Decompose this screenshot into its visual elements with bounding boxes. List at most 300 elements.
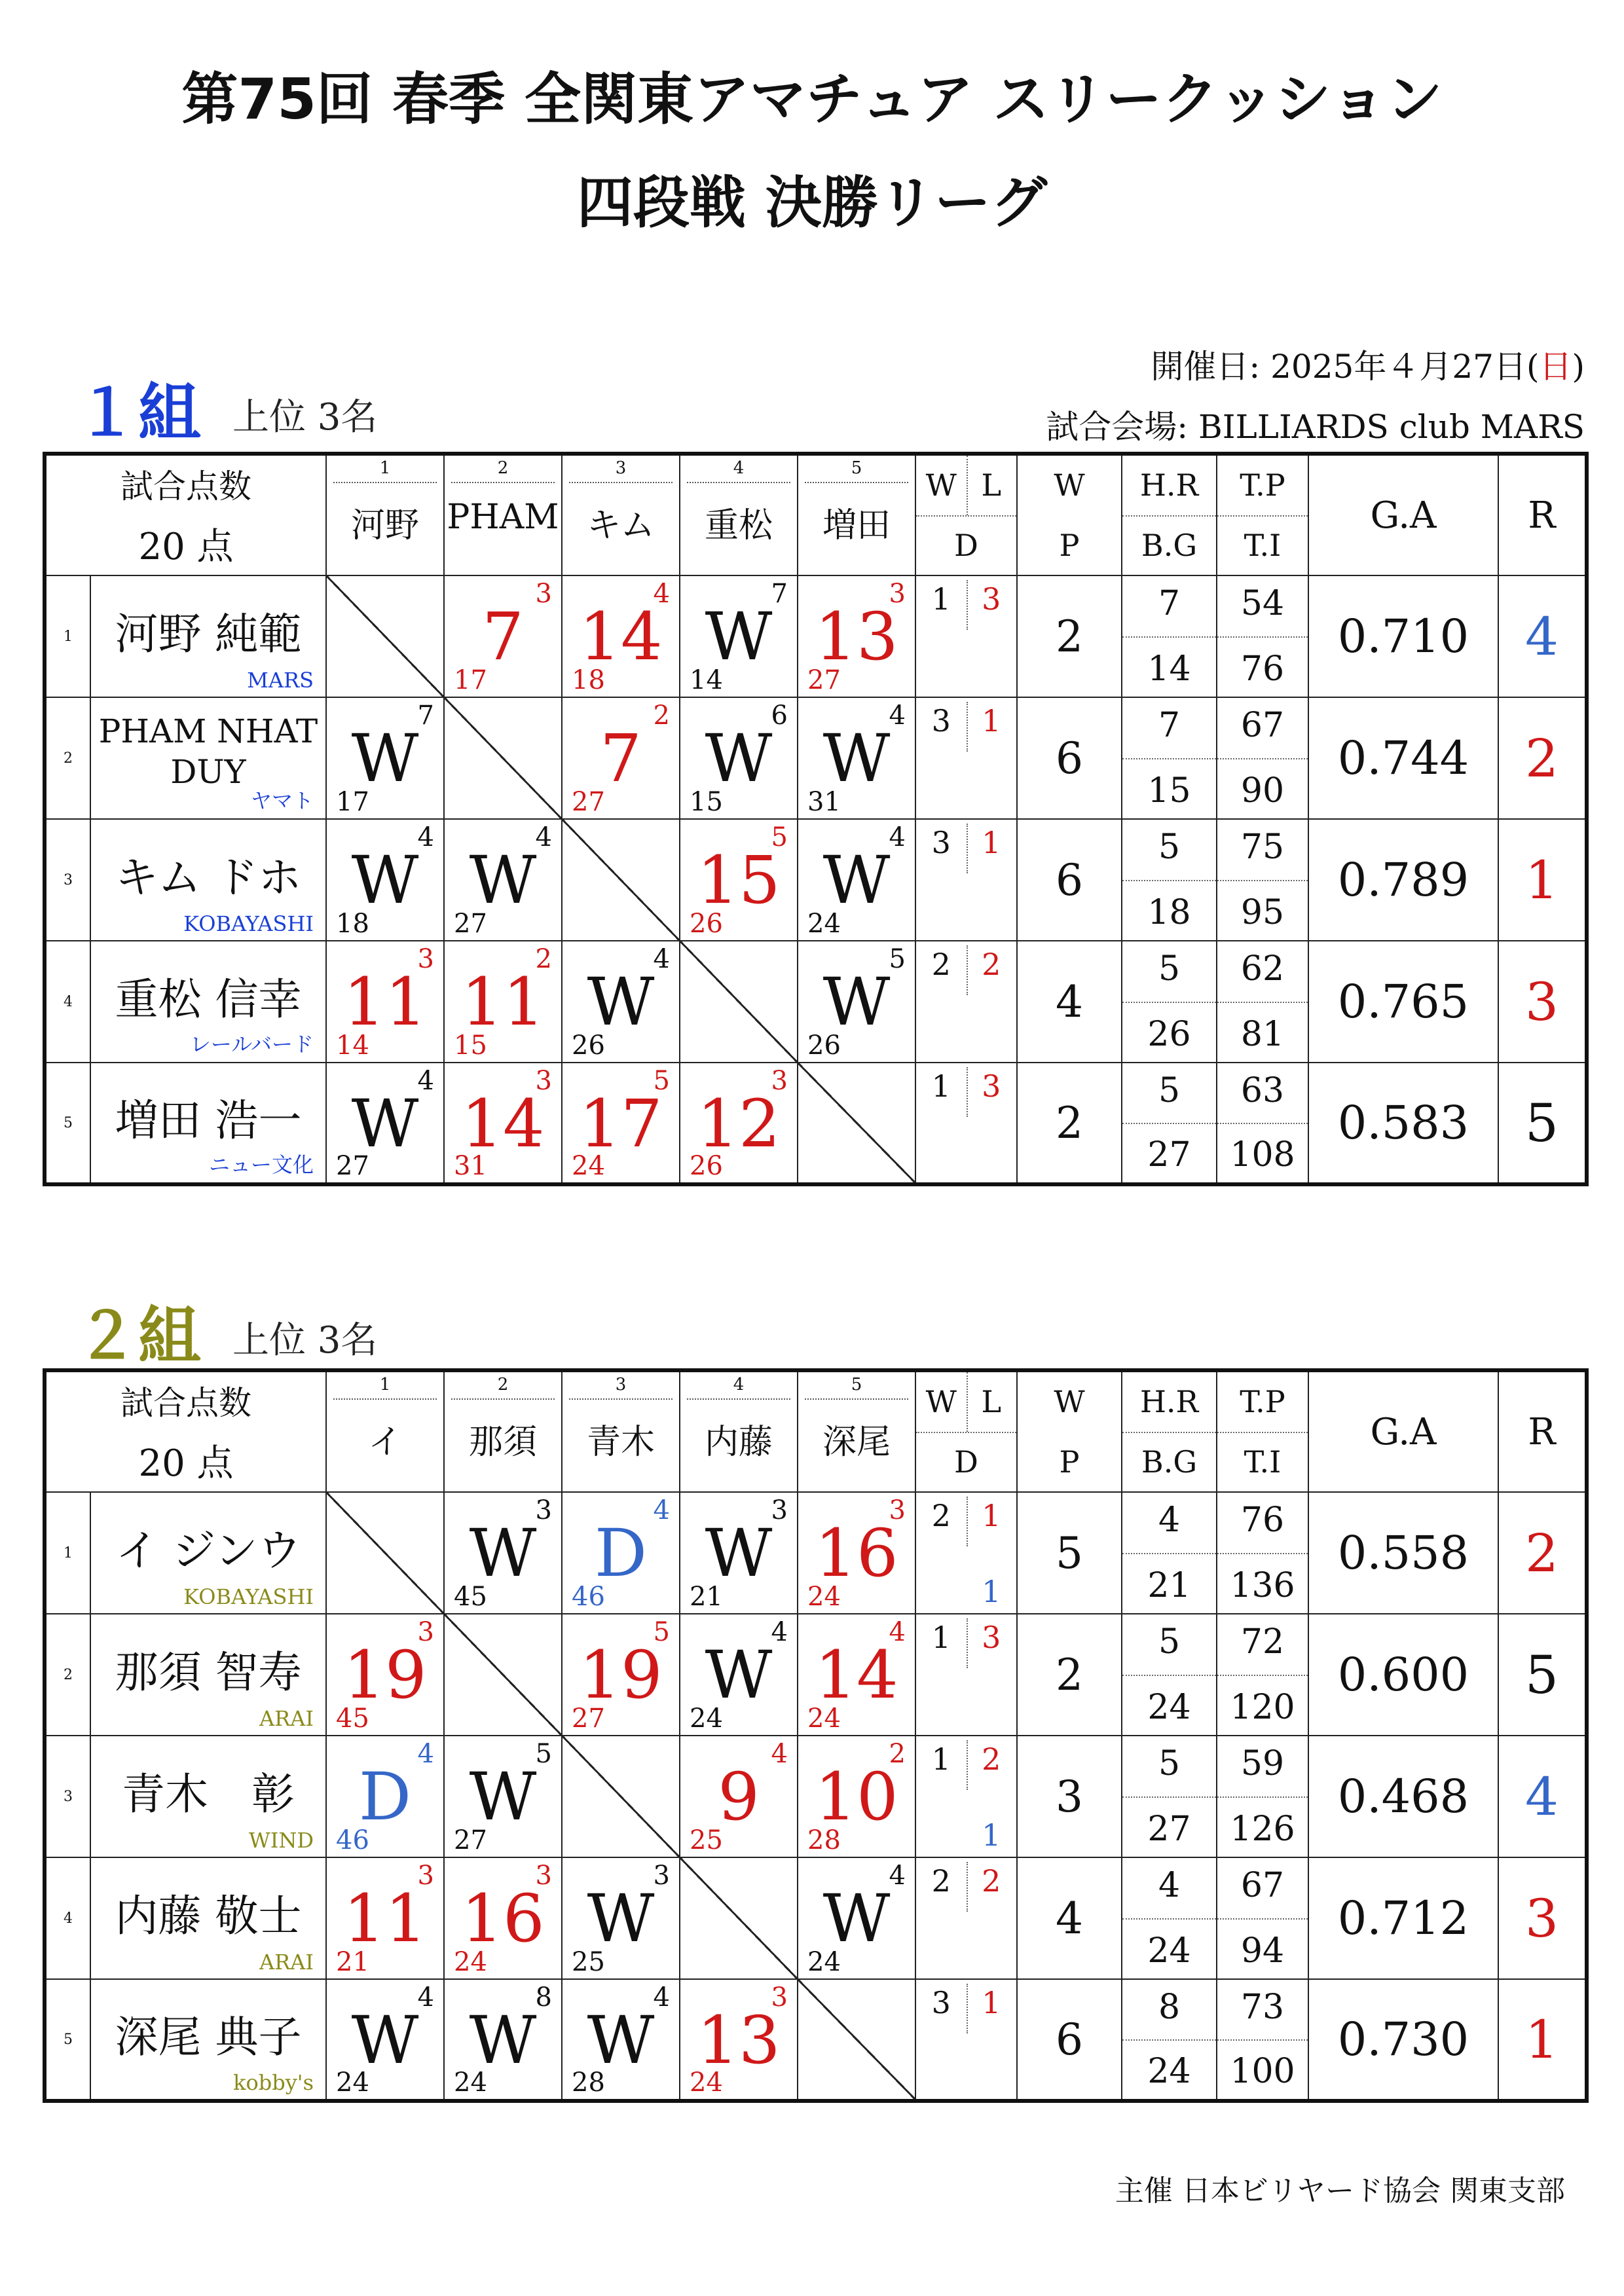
column-name: キム <box>587 506 655 545</box>
ga-header: G.A <box>1308 1370 1498 1492</box>
column-divider <box>805 482 908 483</box>
match-score: D <box>594 1515 648 1592</box>
total-points: 67 <box>1240 706 1285 745</box>
hr-bg-cell <box>1122 1736 1217 1857</box>
innings-count: 4 <box>417 1066 434 1096</box>
tp-ti-cell <box>1217 1492 1308 1614</box>
player-number: 4 <box>45 941 90 1063</box>
losses: 2 <box>982 1741 1001 1777</box>
hr-bg-separator <box>1122 1675 1216 1676</box>
points-value: 20 点 <box>138 1442 234 1485</box>
total-points: 54 <box>1240 584 1285 623</box>
match-result-cell <box>798 575 915 697</box>
opponent-innings: 46 <box>336 1825 369 1855</box>
best-game: 21 <box>1147 1566 1191 1605</box>
high-run: 8 <box>1158 1988 1181 2027</box>
wins: 3 <box>931 825 951 860</box>
player-name-cell <box>90 697 326 819</box>
wp-label-bottom: P <box>1059 528 1080 563</box>
tp-ti-cell <box>1217 575 1308 697</box>
player-row <box>45 1857 1587 1979</box>
wld-cell <box>915 1857 1017 1979</box>
match-score: 11 <box>343 964 427 1040</box>
tp-ti-cell <box>1217 941 1308 1063</box>
rank: 1 <box>1498 819 1587 941</box>
hr-bg-cell <box>1122 1063 1217 1184</box>
match-score: 7 <box>600 720 642 797</box>
innings-count: 4 <box>889 1861 906 1891</box>
hr-bg-cell <box>1122 1492 1217 1614</box>
hr-bg-separator <box>1122 1123 1216 1124</box>
wins: 2 <box>931 1863 951 1899</box>
match-score: 16 <box>815 1515 898 1592</box>
hr-bg-cell <box>1122 1979 1217 2101</box>
innings-count: 2 <box>889 1739 906 1769</box>
wins: 3 <box>931 1985 951 2020</box>
hr-bg-separator <box>1122 758 1216 759</box>
innings-count: 3 <box>535 1495 552 1525</box>
wl-labels <box>916 456 1016 515</box>
high-run: 4 <box>1158 1501 1181 1540</box>
rank-header: R <box>1498 454 1587 575</box>
player-row <box>45 1614 1587 1736</box>
column-divider <box>451 482 555 483</box>
self-match-cell <box>562 819 680 941</box>
column-name: イ <box>367 1423 402 1462</box>
wld-header <box>915 1370 1017 1492</box>
wins: 2 <box>931 1498 951 1533</box>
match-score: 14 <box>579 598 663 675</box>
match-result-cell <box>444 1979 562 2101</box>
ti-label: T.I <box>1244 1444 1282 1480</box>
opponent-innings: 27 <box>454 1825 487 1855</box>
hr-bg-separator <box>1122 1918 1216 1920</box>
high-run: 5 <box>1158 1744 1181 1783</box>
total-points: 73 <box>1240 1988 1285 2027</box>
points-value: 20 点 <box>138 526 234 568</box>
match-score: W <box>469 2002 537 2079</box>
wp-header <box>1017 454 1122 575</box>
total-innings: 94 <box>1240 1931 1285 1971</box>
match-score: W <box>822 842 891 919</box>
high-run: 7 <box>1158 706 1181 745</box>
opponent-innings: 24 <box>807 1704 841 1734</box>
general-average: 0.744 <box>1308 697 1498 819</box>
total-innings: 76 <box>1240 649 1285 689</box>
rank: 5 <box>1498 1063 1587 1184</box>
best-game: 26 <box>1147 1015 1191 1054</box>
match-result-cell <box>326 1614 444 1736</box>
date-suffix: ) <box>1572 348 1585 386</box>
player-name-cell <box>90 575 326 697</box>
d-label: D <box>954 1444 978 1480</box>
match-result-cell <box>680 1063 798 1184</box>
match-result-cell <box>798 697 915 819</box>
wins: 1 <box>931 1741 951 1777</box>
win-points: 6 <box>1017 819 1122 941</box>
opponent-innings: 27 <box>572 1704 605 1734</box>
losses: 2 <box>982 947 1001 982</box>
opponent-innings: 24 <box>807 1947 841 1977</box>
tp-ti-separator <box>1217 880 1308 881</box>
innings-count: 4 <box>771 1739 788 1769</box>
column-number: 3 <box>615 458 627 478</box>
match-result-cell <box>444 941 562 1063</box>
column-divider <box>687 1398 790 1400</box>
total-innings: 81 <box>1240 1015 1285 1054</box>
column-divider <box>687 482 790 483</box>
innings-count: 6 <box>771 701 788 731</box>
opponent-innings: 24 <box>690 1704 723 1734</box>
wp-label-top: W <box>1054 467 1085 503</box>
hr-label: H.R <box>1139 1384 1199 1419</box>
tp-ti-cell <box>1217 1614 1308 1736</box>
innings-count: 8 <box>535 1982 552 2013</box>
innings-count: 3 <box>771 1495 788 1525</box>
innings-count: 4 <box>417 1739 434 1769</box>
match-result-cell <box>444 1492 562 1614</box>
innings-count: 3 <box>417 944 434 974</box>
high-run: 5 <box>1158 1622 1181 1662</box>
self-match-cell <box>444 1614 562 1736</box>
organizer-footer: 主催 日本ビリヤード協会 関東支部 <box>1115 2174 1565 2208</box>
hr-bg-cell <box>1122 697 1217 819</box>
opponent-innings: 31 <box>807 787 841 817</box>
opponent-column-header <box>326 454 444 575</box>
player-name-cell <box>90 941 326 1063</box>
opponent-innings: 21 <box>690 1582 723 1612</box>
wld-cell <box>915 1614 1017 1736</box>
general-average: 0.712 <box>1308 1857 1498 1979</box>
column-divider <box>569 1398 673 1400</box>
player-number: 3 <box>45 819 90 941</box>
innings-count: 4 <box>889 1617 906 1647</box>
innings-count: 3 <box>535 1861 552 1891</box>
hr-bg-cell <box>1122 575 1217 697</box>
match-result-cell <box>444 575 562 697</box>
tp-ti-separator <box>1217 1918 1308 1920</box>
innings-count: 3 <box>889 1495 906 1525</box>
match-score: 14 <box>815 1637 898 1713</box>
league-table <box>43 452 1589 1186</box>
column-number: 1 <box>379 458 391 478</box>
header-row <box>45 1370 1587 1492</box>
match-result-cell <box>326 1736 444 1857</box>
group-label: ２組 <box>75 1299 201 1373</box>
player-club: ニュー文化 <box>208 1152 314 1177</box>
match-score: 13 <box>697 2002 781 2079</box>
match-score: W <box>705 1515 773 1592</box>
innings-count: 4 <box>653 1982 670 2013</box>
match-score: W <box>822 720 891 797</box>
hr-bg-cell <box>1122 1614 1217 1736</box>
column-name: 重松 <box>704 506 773 545</box>
tp-label: T.P <box>1240 1384 1285 1419</box>
innings-count: 4 <box>417 822 434 852</box>
opponent-innings: 26 <box>807 1030 841 1061</box>
hr-bg-separator <box>1122 2039 1216 2041</box>
column-divider <box>451 1398 555 1400</box>
losses: 3 <box>982 1068 1001 1104</box>
self-match-cell <box>798 1063 915 1184</box>
match-score: 17 <box>579 1085 663 1162</box>
hr-bg-separator <box>1122 1796 1216 1798</box>
opponent-column-header <box>562 454 680 575</box>
match-score: W <box>587 964 655 1040</box>
match-score: W <box>469 842 537 919</box>
innings-count: 4 <box>771 1617 788 1647</box>
match-result-cell <box>562 697 680 819</box>
innings-count: 4 <box>417 1982 434 2013</box>
match-result-cell <box>798 941 915 1063</box>
tp-ti-separator <box>1217 1675 1308 1676</box>
wld-cell <box>915 1492 1017 1614</box>
match-score: D <box>358 1758 412 1835</box>
opponent-innings: 27 <box>336 1151 369 1181</box>
match-result-cell <box>562 575 680 697</box>
tp-ti-separator <box>1217 1553 1308 1554</box>
match-result-cell <box>326 1857 444 1979</box>
match-result-cell <box>444 1063 562 1184</box>
wld-cell <box>915 1736 1017 1857</box>
tp-ti-cell <box>1217 1736 1308 1857</box>
opponent-column-header <box>562 1370 680 1492</box>
innings-count: 2 <box>535 944 552 974</box>
player-name: 河野 純範 <box>115 608 302 659</box>
match-score: 11 <box>343 1880 427 1957</box>
win-points: 2 <box>1017 1614 1122 1736</box>
losses: 3 <box>982 1620 1001 1655</box>
innings-count: 2 <box>653 701 670 731</box>
opponent-innings: 17 <box>454 665 487 695</box>
opponent-innings: 27 <box>807 665 841 695</box>
column-divider <box>333 482 437 483</box>
opponent-column-header <box>444 454 562 575</box>
match-score: 10 <box>815 1758 898 1835</box>
general-average: 0.583 <box>1308 1063 1498 1184</box>
opponent-innings: 24 <box>336 2068 369 2098</box>
innings-count: 3 <box>771 1982 788 2013</box>
player-name-cell <box>90 1492 326 1614</box>
total-points: 75 <box>1240 828 1285 867</box>
opponent-innings: 24 <box>454 2068 487 2098</box>
opponent-innings: 21 <box>336 1947 369 1977</box>
wins: 1 <box>931 1068 951 1104</box>
match-result-cell <box>798 819 915 941</box>
event-date <box>1151 340 1585 388</box>
match-score: W <box>705 720 773 797</box>
opponent-innings: 26 <box>690 1151 723 1181</box>
innings-count: 3 <box>535 1066 552 1096</box>
match-result-cell <box>562 1857 680 1979</box>
win-points: 5 <box>1017 1492 1122 1614</box>
opponent-innings: 45 <box>454 1582 487 1612</box>
total-innings: 90 <box>1240 771 1285 811</box>
column-number: 3 <box>615 1375 627 1394</box>
player-number: 4 <box>45 1857 90 1979</box>
hr-bg-separator <box>1122 1553 1216 1554</box>
match-result-cell <box>798 1492 915 1614</box>
self-match-cell <box>680 1857 798 1979</box>
opponent-innings: 15 <box>690 787 723 817</box>
win-points: 4 <box>1017 941 1122 1063</box>
match-result-cell <box>444 1736 562 1857</box>
opponent-innings: 28 <box>807 1825 841 1855</box>
player-row <box>45 819 1587 941</box>
points-label: 試合点数 <box>120 467 251 505</box>
player-number: 2 <box>45 697 90 819</box>
rank: 1 <box>1498 1979 1587 2101</box>
self-match-cell <box>680 941 798 1063</box>
best-game: 15 <box>1147 771 1191 811</box>
hr-label: H.R <box>1139 467 1199 503</box>
tp-ti-separator <box>1217 758 1308 759</box>
match-result-cell <box>326 697 444 819</box>
player-row <box>45 575 1587 697</box>
match-score: W <box>822 1880 891 1957</box>
match-score: W <box>822 964 891 1040</box>
wld-header <box>915 454 1017 575</box>
hr-bg-separator <box>1122 636 1216 638</box>
page-title: 第75回 春季 全関東アマチュア スリークッション <box>181 67 1443 132</box>
hr-bg-cell <box>1122 1857 1217 1979</box>
match-score: 9 <box>718 1758 760 1835</box>
match-score: 7 <box>482 598 524 675</box>
match-result-cell <box>326 819 444 941</box>
match-score: 14 <box>461 1085 545 1162</box>
player-row <box>45 1063 1587 1184</box>
column-number: 4 <box>733 458 745 478</box>
draws: 1 <box>982 1817 1001 1853</box>
match-result-cell <box>326 1063 444 1184</box>
match-score: W <box>705 598 773 675</box>
match-result-cell <box>798 1736 915 1857</box>
date-day: 日 <box>1539 348 1572 386</box>
group-label: １組 <box>75 376 201 450</box>
tp-ti-separator <box>1217 1123 1308 1124</box>
total-points: 63 <box>1240 1071 1285 1110</box>
player-name: 青木 彰 <box>122 1768 295 1819</box>
innings-count: 5 <box>653 1617 670 1647</box>
high-run: 4 <box>1158 1866 1181 1905</box>
column-number: 4 <box>733 1375 745 1394</box>
wins: 2 <box>931 947 951 982</box>
wld-cell <box>915 1979 1017 2101</box>
opponent-innings: 15 <box>454 1030 487 1061</box>
player-club: ARAI <box>259 1706 314 1731</box>
match-score: 19 <box>579 1637 663 1713</box>
general-average: 0.710 <box>1308 575 1498 697</box>
league-table <box>43 1368 1589 2103</box>
opponent-innings: 18 <box>572 665 605 695</box>
player-row <box>45 941 1587 1063</box>
match-result-cell <box>562 1979 680 2101</box>
wp-header <box>1017 1370 1122 1492</box>
wl-labels <box>916 1372 1016 1431</box>
tp-ti-cell <box>1217 697 1308 819</box>
match-score: W <box>351 2002 419 2079</box>
player-club: MARS <box>247 668 314 693</box>
wp-label-top: W <box>1054 1384 1085 1419</box>
player-name: イ ジンウ <box>115 1525 301 1576</box>
opponent-innings: 28 <box>572 2068 605 2098</box>
match-result-cell <box>798 1614 915 1736</box>
tp-ti-cell <box>1217 1063 1308 1184</box>
player-row <box>45 1492 1587 1614</box>
d-label: D <box>954 528 978 563</box>
points-label: 試合点数 <box>120 1384 251 1422</box>
player-name: 内藤 敬士 <box>115 1890 302 1941</box>
rank: 4 <box>1498 575 1587 697</box>
match-score: W <box>469 1515 537 1592</box>
match-result-cell <box>562 941 680 1063</box>
innings-count: 3 <box>535 579 552 609</box>
wins: 3 <box>931 703 951 738</box>
player-name-cell <box>90 1736 326 1857</box>
best-game: 14 <box>1147 649 1191 689</box>
player-club: WIND <box>248 1828 314 1853</box>
match-score: W <box>587 1880 655 1957</box>
total-innings: 120 <box>1230 1688 1295 1727</box>
total-points: 62 <box>1240 949 1285 989</box>
opponent-column-header <box>326 1370 444 1492</box>
player-name-cell <box>90 1614 326 1736</box>
best-game: 27 <box>1147 1135 1191 1175</box>
self-match-cell <box>798 1979 915 2101</box>
win-points: 6 <box>1017 697 1122 819</box>
wld-cell <box>915 819 1017 941</box>
total-points: 67 <box>1240 1866 1285 1905</box>
best-game: 24 <box>1147 1688 1191 1727</box>
tp-ti-cell <box>1217 1979 1308 2101</box>
opponent-innings: 25 <box>690 1825 723 1855</box>
w-label: W <box>925 1384 957 1419</box>
match-result-cell <box>680 1979 798 2101</box>
column-divider <box>569 482 673 483</box>
tp-ti-separator <box>1217 1796 1308 1798</box>
draws: 1 <box>982 1574 1001 1609</box>
innings-count: 7 <box>417 701 434 731</box>
column-name: 内藤 <box>704 1423 773 1462</box>
innings-count: 7 <box>771 579 788 609</box>
column-name: 深尾 <box>822 1423 891 1462</box>
match-score: W <box>351 1085 419 1162</box>
rank: 4 <box>1498 1736 1587 1857</box>
column-number: 2 <box>497 458 509 478</box>
ti-label: T.I <box>1244 528 1282 563</box>
column-number: 2 <box>497 1375 509 1394</box>
match-result-cell <box>680 575 798 697</box>
player-row <box>45 1979 1587 2101</box>
match-score: W <box>705 1637 773 1713</box>
match-score: 13 <box>815 598 898 675</box>
column-divider <box>333 1398 437 1400</box>
column-name: 青木 <box>586 1423 655 1462</box>
general-average: 0.468 <box>1308 1736 1498 1857</box>
innings-count: 3 <box>771 1066 788 1096</box>
opponent-column-header <box>680 454 798 575</box>
opponent-innings: 25 <box>572 1947 605 1977</box>
column-number: 5 <box>851 1375 862 1394</box>
player-number: 5 <box>45 1979 90 2101</box>
best-game: 24 <box>1147 2052 1191 2091</box>
l-label: L <box>981 1384 1002 1419</box>
innings-count: 4 <box>535 822 552 852</box>
opponent-innings: 27 <box>454 909 487 939</box>
opponent-column-header <box>444 1370 562 1492</box>
innings-count: 4 <box>889 822 906 852</box>
opponent-innings: 24 <box>690 2068 723 2098</box>
